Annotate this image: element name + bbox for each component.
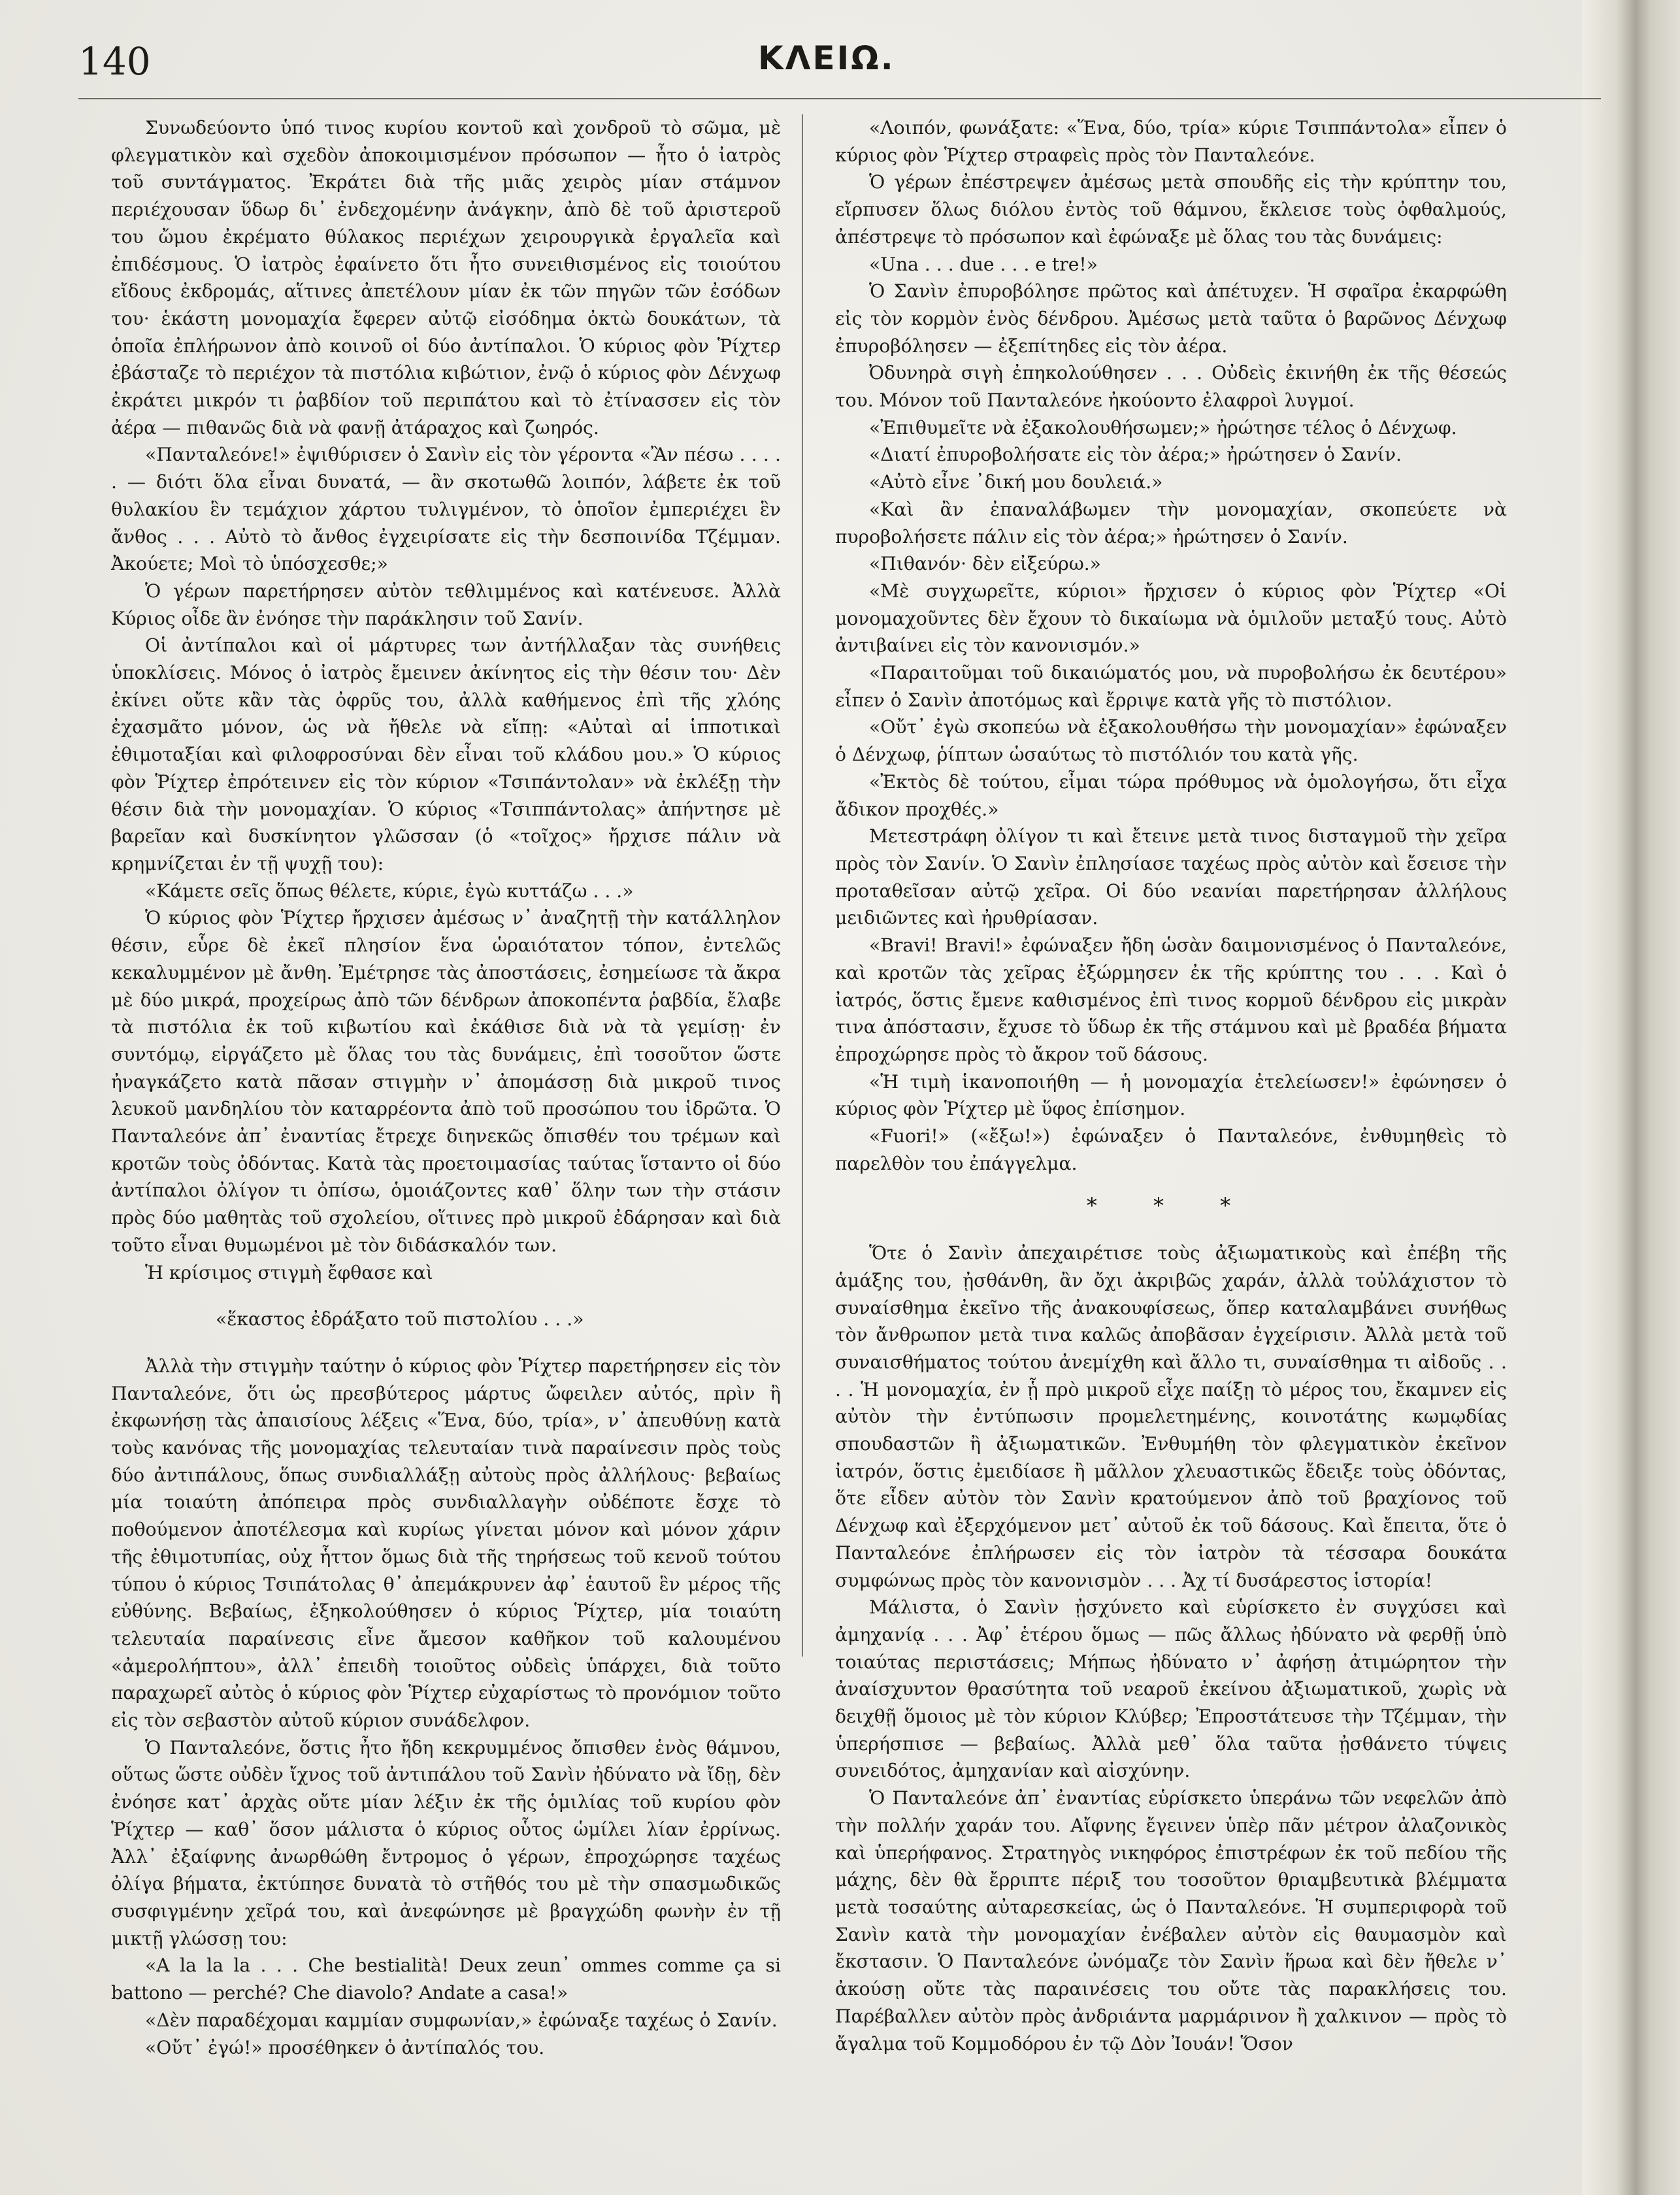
- column-divider: [802, 114, 803, 1657]
- paragraph: «Μὲ συγχωρεῖτε, κύριοι» ἤρχισεν ὁ κύριος φὸν Ῥίχτερ «Οἱ μονομαχοῦντες δὲν ἔχουν τὸ δικαίωμα νὰ ὁμιλοῦν μεταξύ τους. Αὐτὸ ἀντιβαίνει εἰς τὸν κανονισμόν.»: [835, 580, 1507, 657]
- paragraph: «Διατί ἐπυροβολήσατε εἰς τὸν ἀέρα;» ἠρώτησεν ὁ Σανίν.: [869, 444, 1402, 466]
- paragraph: «Fuori!» («ἔξω!») ἐφώναξεν ὁ Πανταλεόνε, ἐνθυμηθεὶς τὸ παρελθὸν του ἐπάγγελμα.: [835, 1125, 1507, 1174]
- paragraph: Οἱ ἀντίπαλοι καὶ οἱ μάρτυρες των ἀντήλλαξαν τὰς συνήθεις ὑποκλίσεις. Μόνος ὁ ἰατρὸς ἔμεινεν ἀκίνητος εἰς τὴν θέσιν του· Δὲν ἐκίνει οὔτε κἂν τὰς ὀφρῦς του, ἀλλὰ καθήμενος ἐπὶ τῆς χλόης ἐχασμᾶτο μόνον, ὡς νὰ ἤθελε νὰ εἴπῃ: «Αὐταὶ αἱ ἱπποτικαὶ ἐθιμοταξίαι καὶ φιλοφροσύναι δὲν εἶναι τοῦ κλάδου μου.» Ὁ κύριος φὸν Ῥίχτερ ἐπρότεινεν εἰς τὸν κύριον «Τσιπάντολαν» νὰ ἐκλέξῃ τὴν θέσιν διὰ τὴν μονομαχίαν. Ὁ κύριος «Τσιππάντολας» ἀπήντησε μὲ βαρεῖαν καὶ δυσκίνητον γλῶσσαν (ὁ «τοῖχος» ἤρχισε πάλιν νὰ κρημνίζεται ἐν τῇ ψυχῇ του):: [111, 635, 781, 874]
- quoted-line: «ἕκαστος ἐδράξατο τοῦ πιστολίου . . .»: [216, 1308, 584, 1330]
- paragraph: «A la la la . . . Che bestialità! Deux zeun᾽ ommes comme ça si battono — perché? Che diavolo? Andate a casa!»: [111, 1955, 781, 2004]
- running-head: ΚΛΕΙΩ.: [758, 39, 895, 77]
- paragraph: «Ἡ τιμὴ ἱκανοποιήθη — ἡ μονομαχία ἐτελείωσεν!» ἐφώνησεν ὁ κύριος φὸν Ῥίχτερ μὲ ὕφος ἐπίσημον.: [835, 1070, 1507, 1120]
- paragraph: «Καὶ ἂν ἐπαναλάβωμεν τὴν μονομαχίαν, σκοπεύετε νὰ πυροβολήσετε πάλιν εἰς τὸν ἀέρα;» ἠρώτησεν ὁ Σανίν.: [835, 498, 1507, 548]
- paragraph: «Ἐπιθυμεῖτε νὰ ἐξακολουθήσωμεν;» ἠρώτησε τέλος ὁ Δένχωφ.: [869, 416, 1457, 438]
- paragraph: «Αὐτὸ εἶνε ᾽δική μου δουλειά.»: [869, 471, 1163, 493]
- page-number: 140: [78, 39, 151, 84]
- paragraph: Ὁ γέρων παρετήρησεν αὐτὸν τεθλιμμένος καὶ κατένευσε. Ἀλλὰ Κύριος οἶδε ἂν ἐνόησε τὴν παράκλησιν τοῦ Σανίν.: [111, 580, 781, 629]
- paragraph: Ὁ Σανὶν ἐπυροβόλησε πρῶτος καὶ ἀπέτυχεν. Ἡ σφαῖρα ἐκαρφώθη εἰς τὸν κορμὸν ἑνὸς δένδρου. Ἀμέσως μετὰ ταῦτα ὁ βαρῶνος Δένχωφ ἐπυροβόλησεν — ἐξεπίτηδες εἰς τὸν ἀέρα.: [835, 280, 1507, 357]
- paragraph: «Ἐκτὸς δὲ τούτου, εἶμαι τώρα πρόθυμος νὰ ὁμολογήσω, ὅτι εἶχα ἄδικον προχθές.»: [835, 770, 1507, 820]
- page-spine-shadow: [1582, 0, 1680, 2195]
- paragraph: «Δὲν παραδέχομαι καμμίαν συμφωνίαν,» ἐφώναξε ταχέως ὁ Σανίν.: [145, 2009, 778, 2031]
- paragraph: «Λοιπόν, φωνάξατε: «Ἕνα, δύο, τρία» κύριε Τσιππάντολα» εἶπεν ὁ κύριος φὸν Ῥίχτερ στραφεὶς πρὸς τὸν Πανταλεόνε.: [835, 117, 1507, 166]
- paragraph: «Οὔτ᾽ ἐγὼ σκοπεύω νὰ ἐξακολουθήσω τὴν μονομαχίαν» ἐφώναξεν ὁ Δένχωφ, ῥίπτων ὡσαύτως τὸ πιστόλιόν του κατὰ γῆς.: [835, 716, 1507, 766]
- paragraph: Ἀλλὰ τὴν στιγμὴν ταύτην ὁ κύριος φὸν Ῥίχτερ παρετήρησεν εἰς τὸν Πανταλεόνε, ὅτι ὡς πρεσβύτερος μάρτυς ὤφειλεν αὐτός, πρὶν ἢ ἐκφωνήσῃ τὰς ἀπαισίους λέξεις «Ἕνα, δύο, τρία», ν᾽ ἀπευθύνῃ κατὰ τοὺς κανόνας τῆς μονομαχίας τελευταίαν τινὰ παραίνεσιν πρὸς τοὺς δύο ἀντιπάλους, ὅπως συνδιαλλάξῃ αὐτοὺς πρὸς ἀλλήλους· βεβαίως μία τοιαύτη ἀπόπειρα πρὸς συνδιαλλαγὴν οὐδέποτε ἔσχε τὸ ποθούμενον ἀποτέλεσμα καὶ κυρίως γίνεται μόνον καὶ μόνον χάριν τῆς ἐθιμοτυπίας, οὐχ ἧττον ὅμως διὰ τῆς τηρήσεως τοῦ κενοῦ τούτου τύπου ὁ κύριος Τσιπάτολας θ᾽ ἀπεμάκρυνεν ἀφ᾽ ἑαυτοῦ ἓν μέρος τῆς εὐθύνης. Βεβαίως, ἐξηκολούθησεν ὁ κύριος Ῥίχτερ, μία τοιαύτη τελευταία παραίνεσις εἶνε ἄμεσον καθῆκον τοῦ καλουμένου «ἀμερολήπτου», ἀλλ᾽ ἐπειδὴ τοιοῦτος οὐδεὶς ὑπάρχει, διὰ τοῦτο παραχωρεῖ αὐτὸς ὁ κύριος φὸν Ῥίχτερ εὐχαρίστως τὸ προνόμιον τοῦτο εἰς τὸν σεβαστὸν αὐτοῦ κύριον συνάδελφον.: [111, 1355, 781, 1732]
- paragraph: «Bravi! Bravi!» ἐφώναξεν ἤδη ὡσὰν δαιμονισμένος ὁ Πανταλεόνε, καὶ κροτῶν τὰς χεῖρας ἐξώρμησεν ἐκ τῆς κρύπτης του . . . Καὶ ὁ ἰατρός, ὅστις ἔμενε καθισμένος ἐπὶ τινος κορμοῦ δένδρου εἰς μικρὰν τινα ἀπόστασιν, ἔχυσε τὸ ὕδωρ ἐκ τῆς στάμνου καὶ μὲ βραδέα βήματα ἐπροχώρησε πρὸς τὸ ἄκρον τοῦ δάσους.: [835, 934, 1507, 1065]
- paragraph: Ὁ κύριος φὸν Ῥίχτερ ἤρχισεν ἀμέσως ν᾽ ἀναζητῇ τὴν κατάλληλον θέσιν, εὗρε δὲ ἐκεῖ πλησίον ἕνα ὡραιότατον τόπον, ἐντελῶς κεκαλυμμένον μὲ ἄνθη. Ἐμέτρησε τὰς ἀποστάσεις, ἐσημείωσε τὰ ἄκρα μὲ δύο μικρά, προχείρως ἀπὸ τῶν δένδρων ἀποκοπέντα ῥαβδία, ἔλαβε τὰ πιστόλια ἐκ τοῦ κιβωτίου καὶ ἐκάθισε διὰ νὰ τὰ γεμίσῃ· ἐν συντόμῳ, εἰργάζετο μὲ ὅλας του τὰς δυνάμεις, ἐπὶ τοσοῦτον ὥστε ἠναγκάζετο κατὰ πᾶσαν στιγμὴν ν᾽ ἀπομάσσῃ διὰ μικροῦ τινος λευκοῦ μανδηλίου τὸν καταρρέοντα ἀπὸ τοῦ προσώπου του ἱδρῶτα. Ὁ Πανταλεόνε ἀπ᾽ ἐναντίας ἔτρεχε διηνεκῶς ὄπισθέν του τρέμων καὶ κροτῶν τοὺς ὀδόντας. Κατὰ τὰς προετοιμασίας ταύτας ἵσταντο οἱ δύο ἀντίπαλοι ὀλίγον τι ὀπίσω, ὁμοιάζοντες καθ᾽ ὅλην των τὴν στάσιν πρὸς δύο μαθητὰς τοῦ σχολείου, οἵτινες πρὸ μικροῦ ἐδάρησαν καὶ διὰ τοῦτο εἶναι θυμωμένοι μὲ τὸν διδάσκαλόν των.: [111, 907, 781, 1256]
- section-break-asterisks: * * *: [1086, 1193, 1256, 1219]
- paragraph: Ὁ Πανταλεόνε, ὅστις ἦτο ἤδη κεκρυμμένος ὄπισθεν ἑνὸς θάμνου, οὕτως ὥστε οὐδὲν ἴχνος τοῦ ἀντιπάλου τοῦ Σανὶν ἠδύνατο νὰ ἴδῃ, δὲν ἐνόησε κατ᾽ ἀρχὰς οὔτε μίαν λέξιν ἐκ τῆς ὁμιλίας τοῦ κυρίου φὸν Ῥίχτερ — καθ᾽ ὅσον μάλιστα ὁ κύριος οὗτος ὡμίλει λίαν ἐρρίνως. Ἀλλ᾽ ἐξαίφνης ἀνωρθώθη ἔντρομος ὁ γέρων, ἐπροχώρησε ταχέως ὀλίγα βήματα, ἐκτύπησε δυνατὰ τὸ στῆθός του μὲ τὴν σπασμωδικῶς συσφιγμένην χεῖρά του, καὶ ἀνεφώνησε μὲ βραγχώδη φωνὴν ἐν τῇ μικτῇ γλώσσῃ του:: [111, 1736, 781, 1949]
- paragraph: Ὅτε ὁ Σανὶν ἀπεχαιρέτισε τοὺς ἀξιωματικοὺς καὶ ἐπέβη τῆς ἁμάξης του, ᾐσθάνθη, ἂν ὄχι ἀκριβῶς χαράν, ἀλλὰ τοὐλάχιστον τὸ συναίσθημα ἐκεῖνο τῆς ἀνακουφίσεως, ὅπερ καταλαμβάνει συνήθως τὸν ἄνθρωπον μετὰ τινα καλῶς ἀποβᾶσαν ἐγχείρισιν. Ἀλλὰ μετὰ τοῦ συναισθήματος τούτου ἀνεμίχθη καὶ ἄλλο τι, συναίσθημα τι αἰδοῦς . . . . Ἡ μονομαχία, ἐν ᾗ πρὸ μικροῦ εἶχε παίξῃ τὸ μέρος του, ἔκαμνεν εἰς αὐτὸν τὴν ἐντύπωσιν προμελετημένης, κοινοτάτης κωμῳδίας σπουδαστῶν ἢ ἀξιωματικῶν. Ἐνθυμήθη τὸν φλεγματικὸν ἐκεῖνον ἰατρόν, ὅστις ἐμειδίασε ἢ μᾶλλον χλευαστικῶς ἔδειξε τοὺς ὀδόντας, ὅτε εἶδεν αὐτὸν τὸν Σανὶν κρατούμενον ἀπὸ τοῦ βραχίονος τοῦ Δένχωφ καὶ ἐξερχόμενον μετ᾽ αὐτοῦ ἐκ τοῦ δάσους. Καὶ ἔπειτα, ὅτε ὁ Πανταλεόνε ἐπλήρωσεν εἰς τὸν ἰατρὸν τὰ τέσσαρα δουκάτα συμφώνως πρὸς τὸν κανονισμὸν . . . Ἀχ τί δυσάρεστος ἱστορία!: [835, 1242, 1507, 1591]
- paragraph: «Κάμετε σεῖς ὅπως θέλετε, κύριε, ἐγὼ κυττάζω . . .»: [145, 880, 634, 902]
- paragraph: «Πανταλεόνε!» ἐψιθύρισεν ὁ Σανὶν εἰς τὸν γέροντα «Ἂν πέσω . . . . . — διότι ὅλα εἶναι δυνατά, — ἂν σκοτωθῶ λοιπόν, λάβετε ἐκ τοῦ θυλακίου ἓν τεμάχιον χάρτου τυλιγμένον, τὸ ὁποῖον ἐμπεριέχει ἓν ἄνθος . . . Αὐτὸ τὸ ἄνθος ἐγχειρίσατε εἰς τὴν δεσποινίδα Τζέμμαν. Ἀκούετε; Μοὶ τὸ ὑπόσχεσθε;»: [111, 444, 781, 575]
- paragraph: «Παραιτοῦμαι τοῦ δικαιώματός μου, νὰ πυροβολήσω ἐκ δευτέρου» εἶπεν ὁ Σανὶν ἀποτόμως καὶ ἔρριψε κατὰ γῆς τὸ πιστόλιον.: [835, 662, 1507, 711]
- right-column: [835, 114, 1507, 2057]
- paragraph: «Πιθανόν· δὲν εἰξεύρω.»: [869, 553, 1101, 575]
- header-rule: [78, 98, 1601, 99]
- paragraph: Συνωδεύοντο ὑπό τινος κυρίου κοντοῦ καὶ χονδροῦ τὸ σῶμα, μὲ φλεγματικὸν καὶ σχεδὸν ἀποκοιμισμένον πρόσωπον — ἦτο ὁ ἰατρὸς τοῦ συντάγματος. Ἐκράτει διὰ τῆς μιᾶς χειρὸς μίαν στάμνον περιέχουσαν ὕδωρ δι᾽ ἐνδεχομένην ἀνάγκην, ἀπὸ δὲ τοῦ ἀριστεροῦ του ὤμου ἐκρέματο θύλακος περιέχων χειρουργικὰ ἐργαλεῖα καὶ ἐπιδέσμους. Ὁ ἰατρὸς ἐφαίνετο ὅτι ἦτο συνειθισμένος εἰς τοιούτου εἴδους ἐκδρομάς, αἵτινες ἀπετέλουν μίαν ἐκ τῶν πηγῶν τῶν ἐσόδων του· ἑκάστη μονομαχία ἔφερεν αὐτῷ εἰσόδημα ὀκτὼ δουκάτων, τὰ ὁποῖα ἐπλήρωνον ἀπὸ κοινοῦ οἱ δύο ἀντίπαλοι. Ὁ κύριος φὸν Ῥίχτερ ἐβάσταζε τὸ περιέχον τὰ πιστόλια κιβώτιον, ἐνῷ ὁ κύριος φὸν Δένχωφ ἐκράτει μικρόν τι ῥαβδίον τοῦ περιπάτου καὶ τὸ ἐτίνασσεν εἰς τὸν ἀέρα — πιθανῶς διὰ νὰ φανῇ ἀτάραχος καὶ ζωηρός.: [111, 117, 781, 438]
- paragraph: Ἡ κρίσιμος στιγμὴ ἔφθασε καὶ: [145, 1261, 433, 1283]
- paragraph: Μάλιστα, ὁ Σανὶν ᾐσχύνετο καὶ εὑρίσκετο ἐν συγχύσει καὶ ἀμηχανίᾳ . . . Ἀφ᾽ ἑτέρου ὅμως — πῶς ἄλλως ἠδύνατο νὰ φερθῇ ὑπὸ τοιαύτας περιστάσεις; Μήπως ἠδύνατο ν᾽ ἀφήσῃ ἀτιμώρητον τὴν ἀναίσχυντον θρασύτητα τοῦ νεαροῦ ἐκείνου ἀξιωματικοῦ, χωρὶς νὰ δειχθῇ ὅμοιος μὲ τὸν κύριον Κλύβερ; Ἐπροστάτευσε τὴν Τζέμμαν, τὴν ὑπερήσπισε — βεβαίως. Ἀλλὰ μεθ᾽ ὅλα ταῦτα ᾐσθάνετο τύψεις συνειδότος, ἀμηχανίαν καὶ αἰσχύνην.: [835, 1596, 1507, 1782]
- paragraph: Ὁ γέρων ἐπέστρεψεν ἀμέσως μετὰ σπουδῆς εἰς τὴν κρύπτην του, εἴρπυσεν ὅλως διόλου ἐντὸς τοῦ θάμνου, ἔκλεισε τοὺς ὀφθαλμούς, ἀπέστρεψε τὸ πρόσωπον καὶ ἐφώναξε μὲ ὅλας του τὰς δυνάμεις:: [835, 171, 1507, 248]
- paragraph: Ὁ Πανταλεόνε ἀπ᾽ ἐναντίας εὑρίσκετο ὑπεράνω τῶν νεφελῶν ἀπὸ τὴν πολλήν χαράν του. Αἴφνης ἔγεινεν ὑπὲρ πᾶν μέτρον ἀλαζονικὸς καὶ ὑπερήφανος. Στρατηγὸς νικηφόρος ἐπιστρέφων ἐκ τοῦ πεδίου τῆς μάχης, δὲν θὰ ἔρριπτε πέριξ του τοσοῦτον θριαμβευτικὰ βλέμματα μετὰ τοσαύτης αὐταρεσκείας, ὡς ὁ Πανταλεόνε. Ἡ συμπεριφορὰ τοῦ Σανὶν κατὰ τὴν μονομαχίαν ἐνέβαλεν αὐτὸν εἰς θαυμασμὸν καὶ ἔκστασιν. Ὁ Πανταλεόνε ὠνόμαζε τὸν Σανὶν ἥρωα καὶ δὲν ἤθελε ν᾽ ἀκούσῃ οὔτε τὰς παραινέσεις του οὔτε τὰς παρακλήσεις του. Παρέβαλλεν αὐτὸν πρὸς ἀνδριάντα μαρμάρινον ἢ χαλκινον — πρὸς τὸ ἄγαλμα τοῦ Κομμοδόρου ἐν τῷ Δὸν Ἰουάν! Ὅσον: [835, 1787, 1507, 2055]
- paragraph: Μετεστράφη ὀλίγον τι καὶ ἔτεινε μετὰ τινος δισταγμοῦ τὴν χεῖρα πρὸς τὸν Σανίν. Ὁ Σανὶν ἐπλησίασε ταχέως πρὸς αὐτὸν καὶ ἔσεισε τὴν προταθεῖσαν αὐτῷ χεῖρα. Οἱ δύο νεανίαι παρετήρησαν ἀλλήλους μειδιῶντες καὶ ἠρυθρίασαν.: [835, 825, 1507, 929]
- paragraph: «Una . . . due . . . e tre!»: [869, 253, 1098, 275]
- paragraph: «Οὔτ᾽ ἐγώ!» προσέθηκεν ὁ ἀντίπαλός του.: [145, 2036, 545, 2058]
- left-column: [111, 114, 781, 2061]
- paragraph: Ὀδυνηρὰ σιγὴ ἐπηκολούθησεν . . . Οὐδεὶς ἐκινήθη ἐκ τῆς θέσεώς του. Μόνον τοῦ Πανταλεόνε ἠκούοντο ἐλαφροὶ λυγμοί.: [835, 362, 1507, 412]
